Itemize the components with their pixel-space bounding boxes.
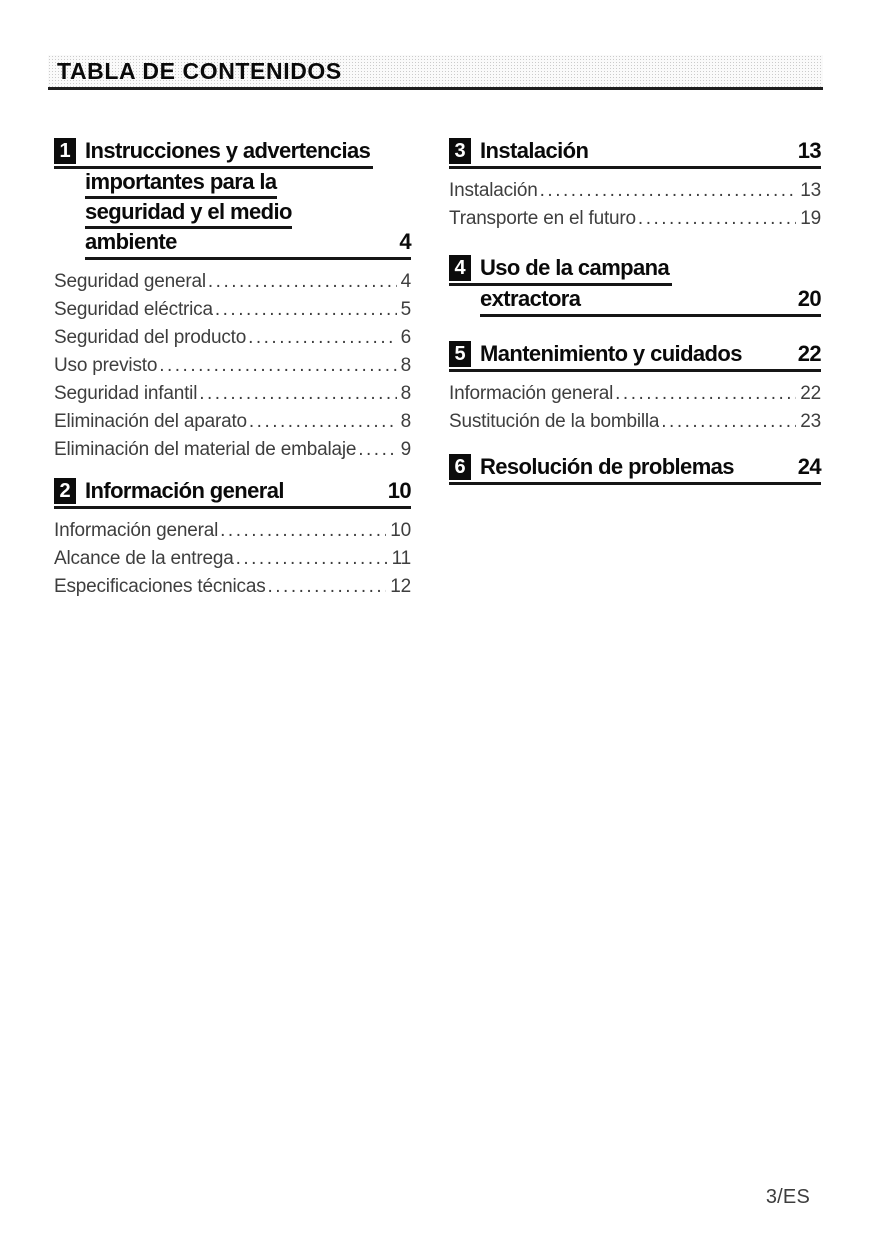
toc-column-left xyxy=(54,138,411,601)
page-title: TABLA DE CONTENIDOS xyxy=(57,57,342,84)
dot-leader xyxy=(638,205,796,233)
section-5-heading xyxy=(449,341,821,372)
section-2-heading-text: Información general xyxy=(85,478,284,503)
section-6-number-badge: 6 xyxy=(449,454,471,480)
section-3-entries xyxy=(449,177,821,233)
section-1-heading-line-4 xyxy=(85,229,411,260)
section-2-number-badge: 2 xyxy=(54,478,76,504)
footer-page-number: 3/ES xyxy=(765,1186,810,1208)
section-1-heading-line-1 xyxy=(54,138,373,169)
section-5-entries xyxy=(449,380,821,436)
section-1-heading-line-3 xyxy=(85,199,411,229)
toc-entry xyxy=(449,177,821,205)
dot-leader xyxy=(248,324,397,352)
section-5-number-badge: 5 xyxy=(449,341,471,367)
toc-entry xyxy=(54,268,411,296)
dot-leader xyxy=(220,517,386,545)
toc-entry-label: Sustitución de la bombilla xyxy=(449,411,660,432)
section-3-number-badge: 3 xyxy=(449,138,471,164)
toc-entry-page: 5 xyxy=(400,299,411,320)
toc-entry-label: Seguridad eléctrica xyxy=(54,299,213,320)
toc-entry-page: 19 xyxy=(800,208,821,229)
section-4-heading-line-2 xyxy=(480,286,821,317)
section-4-heading-line-1 xyxy=(449,255,672,286)
section-5-page-number: 22 xyxy=(797,341,821,366)
toc-section-1 xyxy=(54,138,411,464)
section-6-heading xyxy=(449,454,821,485)
toc-entry-label: Transporte en el futuro xyxy=(449,208,636,229)
toc-entry-page: 22 xyxy=(800,383,821,404)
section-2-page-number: 10 xyxy=(387,478,411,503)
toc-entry-label: Seguridad infantil xyxy=(54,383,198,404)
toc-entry-label: Instalación xyxy=(449,180,538,201)
dot-leader xyxy=(268,573,387,601)
section-2-entries xyxy=(54,517,411,601)
toc-entry-page: 12 xyxy=(390,576,411,597)
toc-entry xyxy=(449,205,821,233)
section-6-heading-text: Resolución de problemas xyxy=(480,454,734,479)
toc-column-right xyxy=(449,138,821,601)
toc-columns xyxy=(54,138,821,601)
section-1-heading-line-2 xyxy=(85,169,411,199)
toc-entry-page: 9 xyxy=(400,439,411,460)
toc-entry xyxy=(449,380,821,408)
dot-leader xyxy=(661,408,796,436)
dot-leader xyxy=(236,545,388,573)
section-3-heading-text: Instalación xyxy=(480,138,589,163)
toc-entry xyxy=(54,573,411,601)
toc-entry-page: 13 xyxy=(800,180,821,201)
toc-section-6 xyxy=(449,454,821,485)
toc-entry-label: Seguridad del producto xyxy=(54,327,247,348)
dot-leader xyxy=(615,380,796,408)
section-1-heading-text: ambiente xyxy=(85,229,177,254)
toc-entry xyxy=(54,352,411,380)
dot-leader xyxy=(208,268,397,296)
toc-section-2 xyxy=(54,478,411,601)
section-1-number-badge: 1 xyxy=(54,138,76,164)
section-1-heading-text: importantes para la xyxy=(85,169,277,199)
toc-section-3 xyxy=(449,138,821,233)
section-3-page-number: 13 xyxy=(797,138,821,163)
toc-entry xyxy=(54,296,411,324)
toc-entry xyxy=(54,436,411,464)
toc-entry-label: Uso previsto xyxy=(54,355,158,376)
section-4-heading-text: Uso de la campana xyxy=(480,255,670,280)
toc-entry-page: 8 xyxy=(400,355,411,376)
toc-entry-label: Información general xyxy=(54,520,219,541)
dot-leader xyxy=(358,436,396,464)
toc-entry-label: Especificaciones técnicas xyxy=(54,576,266,597)
toc-section-4 xyxy=(449,255,821,317)
dot-leader xyxy=(249,408,397,436)
toc-entry xyxy=(54,324,411,352)
section-2-heading xyxy=(54,478,411,509)
dot-leader xyxy=(159,352,396,380)
section-5-heading-text: Mantenimiento y cuidados xyxy=(480,341,742,366)
section-1-heading-text: Instrucciones y advertencias xyxy=(85,138,371,163)
section-3-heading xyxy=(449,138,821,169)
toc-entry-label: Información general xyxy=(449,383,614,404)
section-4-heading-text: extractora xyxy=(480,286,581,311)
toc-entry-label: Seguridad general xyxy=(54,271,206,292)
page-header-bar xyxy=(48,55,823,90)
section-1-page-number: 4 xyxy=(399,229,411,254)
section-4-number-badge: 4 xyxy=(449,255,471,281)
toc-entry xyxy=(54,517,411,545)
toc-entry-page: 23 xyxy=(800,411,821,432)
toc-entry-label: Eliminación del aparato xyxy=(54,411,247,432)
section-6-page-number: 24 xyxy=(797,454,821,479)
dot-leader xyxy=(540,177,797,205)
toc-entry xyxy=(54,408,411,436)
toc-entry-page: 6 xyxy=(400,327,411,348)
toc-entry-page: 4 xyxy=(400,271,411,292)
toc-entry-label: Alcance de la entrega xyxy=(54,548,234,569)
toc-section-5 xyxy=(449,341,821,436)
toc-entry-page: 8 xyxy=(400,383,411,404)
toc-entry xyxy=(54,380,411,408)
toc-entry xyxy=(449,408,821,436)
section-4-page-number: 20 xyxy=(797,286,821,311)
section-1-heading-text: seguridad y el medio xyxy=(85,199,292,229)
toc-entry-page: 8 xyxy=(400,411,411,432)
toc-entry-page: 11 xyxy=(391,548,411,569)
toc-entry-page: 10 xyxy=(390,520,411,541)
dot-leader xyxy=(215,296,397,324)
toc-entry-label: Eliminación del material de embalaje xyxy=(54,439,357,460)
dot-leader xyxy=(199,380,396,408)
toc-entry xyxy=(54,545,411,573)
section-1-entries xyxy=(54,268,411,464)
